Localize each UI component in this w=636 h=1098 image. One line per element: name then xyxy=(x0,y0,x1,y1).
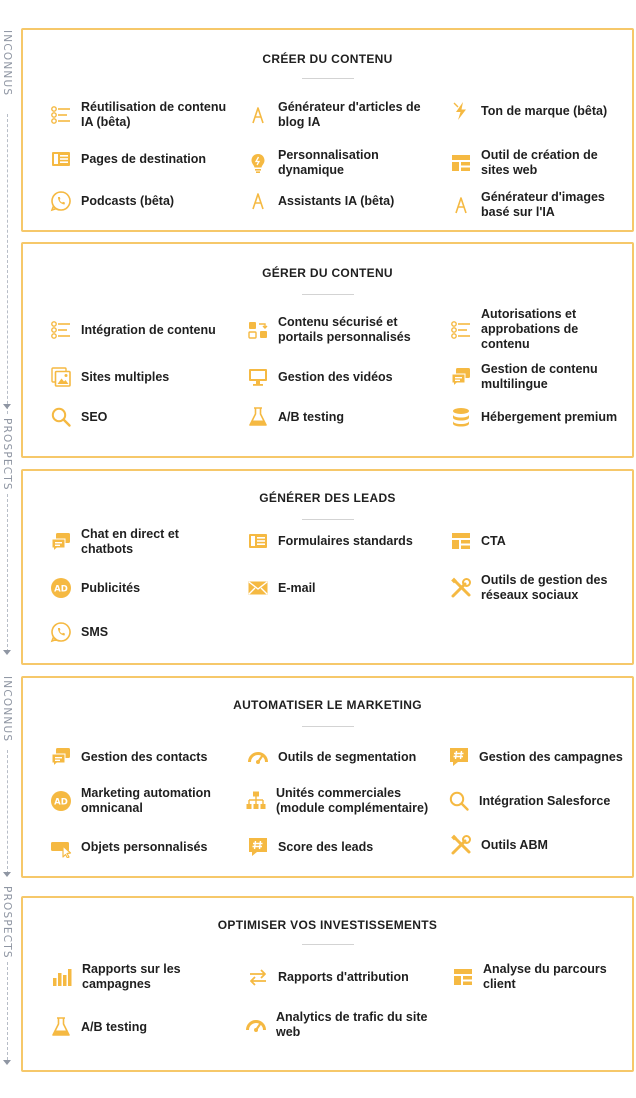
funnel-rail-1 xyxy=(0,30,14,418)
feature-label: Outils ABM xyxy=(481,837,548,852)
feature-item[interactable] xyxy=(450,190,605,220)
rail-dashed-line xyxy=(7,494,8,652)
portal-icon xyxy=(247,319,269,341)
feature-label: Sites multiples xyxy=(81,369,170,384)
feature-item[interactable] xyxy=(247,315,411,345)
tools-icon xyxy=(450,834,472,856)
feature-item[interactable] xyxy=(247,966,409,988)
text-a-icon xyxy=(247,104,269,126)
feature-item[interactable] xyxy=(50,148,206,170)
feature-item[interactable] xyxy=(448,746,623,768)
images-icon xyxy=(50,366,72,388)
feature-label: Intégration Salesforce xyxy=(479,793,611,808)
feature-label: Rapports sur les campagnes xyxy=(82,962,181,991)
rail-arrow-icon xyxy=(3,872,11,877)
feature-label: SEO xyxy=(81,409,108,424)
feature-label: Générateur d'images basé sur l'IA xyxy=(481,190,605,219)
feature-label: Pages de destination xyxy=(81,151,207,166)
layout-icon xyxy=(452,966,474,988)
page-icon xyxy=(247,530,269,552)
section-generer-des-leads xyxy=(21,469,634,665)
feature-label: Formulaires standards xyxy=(278,533,413,548)
feature-label: Analytics de trafic du site web xyxy=(276,1010,428,1039)
feature-item[interactable] xyxy=(50,1016,147,1038)
feature-label: Gestion des campagnes xyxy=(479,749,623,764)
rail-dashed-line xyxy=(7,750,8,874)
feature-item[interactable] xyxy=(50,786,211,816)
flask-icon xyxy=(247,406,269,428)
database-icon xyxy=(450,406,472,428)
ad-icon xyxy=(50,790,72,812)
rail-label: PROSPECTS xyxy=(1,418,13,491)
feature-item[interactable] xyxy=(247,530,413,552)
feature-item[interactable] xyxy=(51,962,181,992)
rail-dashed-line xyxy=(7,114,8,414)
section-creer-du-contenu xyxy=(21,28,634,232)
title-divider xyxy=(302,78,354,79)
flask-icon xyxy=(50,1016,72,1038)
feature-label: Outils de gestion des réseaux sociaux xyxy=(481,573,608,602)
feature-label: SMS xyxy=(81,624,109,639)
section-gerer-du-contenu xyxy=(21,242,634,458)
hierarchy-icon xyxy=(245,790,267,812)
hashtag-icon xyxy=(247,836,269,858)
feature-label: Outils de segmentation xyxy=(278,749,417,764)
feature-item[interactable] xyxy=(50,190,174,212)
svg-text:AD: AD xyxy=(54,797,68,808)
envelope-icon xyxy=(247,577,269,599)
layout-icon xyxy=(450,530,472,552)
rail-label: INCONNUS xyxy=(1,30,13,97)
text-a-icon xyxy=(450,194,472,216)
funnel-rail-2 xyxy=(0,418,14,658)
feature-label: Publicités xyxy=(81,580,141,595)
section-title: GÉNÉRER DES LEADS xyxy=(259,491,396,505)
feature-item[interactable] xyxy=(245,786,428,816)
feature-label: Assistants IA (bêta) xyxy=(278,193,395,208)
feature-label: Gestion des contacts xyxy=(81,749,208,764)
card-cursor-icon xyxy=(50,836,72,858)
lightning-icon xyxy=(450,100,472,122)
tools-icon xyxy=(450,577,472,599)
page-icon xyxy=(50,148,72,170)
feature-label: Autorisations et approbations de contenu xyxy=(481,307,579,351)
ad-icon xyxy=(50,577,72,599)
feature-label: Chat en direct et chatbots xyxy=(81,527,179,556)
rail-label: PROSPECTS xyxy=(1,886,13,959)
feature-item[interactable] xyxy=(247,190,394,212)
feature-label: Gestion des vidéos xyxy=(278,369,393,384)
list-icon xyxy=(50,104,72,126)
feature-label: Contenu sécurisé et portails personnalisés xyxy=(278,315,411,344)
feature-item[interactable] xyxy=(247,406,344,428)
section-title: GÉRER DU CONTENU xyxy=(262,266,393,280)
feature-item[interactable] xyxy=(50,577,140,599)
feature-item[interactable] xyxy=(247,836,373,858)
feature-label: Marketing automation omnicanal xyxy=(81,786,211,815)
section-title: OPTIMISER VOS INVESTISSEMENTS xyxy=(217,918,438,932)
feature-label: Score des leads xyxy=(278,839,374,854)
feature-item[interactable] xyxy=(452,962,607,992)
feature-label: Rapports d'attribution xyxy=(278,969,409,984)
feature-label: Intégration de contenu xyxy=(81,322,216,337)
feature-item[interactable] xyxy=(450,406,617,428)
feature-label: Générateur d'articles de blog IA xyxy=(278,100,421,129)
chat-icon xyxy=(50,531,72,553)
feature-item[interactable] xyxy=(50,836,207,858)
rail-label: INCONNUS xyxy=(1,676,13,743)
feature-item[interactable] xyxy=(448,790,610,812)
bar-chart-icon xyxy=(51,966,73,988)
gauge-icon xyxy=(247,746,269,768)
feature-item[interactable] xyxy=(247,746,416,768)
monitor-icon xyxy=(247,366,269,388)
section-title: AUTOMATISER LE MARKETING xyxy=(233,698,422,712)
layout-icon xyxy=(450,152,472,174)
title-divider xyxy=(302,294,354,295)
list-icon xyxy=(450,319,472,341)
search-icon xyxy=(448,790,470,812)
phone-chat-icon xyxy=(50,621,72,643)
feature-label: E-mail xyxy=(278,580,316,595)
feature-item[interactable] xyxy=(247,148,379,178)
feature-item[interactable] xyxy=(450,307,578,352)
section-automatiser-le-marketing xyxy=(21,676,634,878)
feature-item[interactable] xyxy=(247,366,393,388)
funnel-rail-4 xyxy=(0,886,14,1070)
feature-label: Unités commerciales (module complémentaire) xyxy=(276,786,429,815)
bulb-icon xyxy=(247,152,269,174)
feature-label: A/B testing xyxy=(81,1019,147,1034)
text-a-icon xyxy=(247,190,269,212)
feature-item[interactable] xyxy=(50,527,179,557)
feature-label: CTA xyxy=(481,533,506,548)
arrows-icon xyxy=(247,966,269,988)
funnel-rail-3 xyxy=(0,676,14,884)
chat-icon xyxy=(450,366,472,388)
feature-label: Podcasts (bêta) xyxy=(81,193,175,208)
feature-item[interactable] xyxy=(450,100,607,122)
feature-item[interactable] xyxy=(50,100,226,130)
section-title: CRÉER DU CONTENU xyxy=(262,52,393,66)
feature-item[interactable] xyxy=(247,577,316,599)
rail-arrow-icon xyxy=(3,650,11,655)
feature-item[interactable] xyxy=(450,834,548,856)
feature-item[interactable] xyxy=(50,319,216,341)
phone-chat-icon xyxy=(50,190,72,212)
feature-label: Personnalisation dynamique xyxy=(278,148,379,177)
feature-item[interactable] xyxy=(450,148,598,178)
feature-item[interactable] xyxy=(245,1010,427,1040)
chat-icon xyxy=(50,746,72,768)
rail-dashed-line xyxy=(7,962,8,1060)
feature-item[interactable] xyxy=(50,366,169,388)
feature-label: Ton de marque (bêta) xyxy=(481,103,608,118)
feature-label: Gestion de contenu multilingue xyxy=(481,362,598,391)
title-divider xyxy=(302,944,354,945)
hashtag-icon xyxy=(448,746,470,768)
feature-item[interactable] xyxy=(247,100,421,130)
feature-label: Analyse du parcours client xyxy=(483,962,607,991)
rail-arrow-icon xyxy=(3,404,11,409)
feature-label: A/B testing xyxy=(278,409,344,424)
feature-label: Réutilisation de contenu IA (bêta) xyxy=(81,100,227,129)
feature-item[interactable] xyxy=(50,621,108,643)
feature-item[interactable] xyxy=(50,746,207,768)
feature-item[interactable] xyxy=(450,573,607,603)
title-divider xyxy=(302,519,354,520)
list-icon xyxy=(50,319,72,341)
gauge-icon xyxy=(245,1014,267,1036)
section-optimiser-vos-investissements xyxy=(21,896,634,1072)
rail-arrow-icon xyxy=(3,1060,11,1065)
feature-label: Outil de création de sites web xyxy=(481,148,598,177)
svg-text:AD: AD xyxy=(54,584,68,595)
feature-item[interactable] xyxy=(50,406,107,428)
feature-label: Hébergement premium xyxy=(481,409,618,424)
feature-item[interactable] xyxy=(450,362,598,392)
search-icon xyxy=(50,406,72,428)
title-divider xyxy=(302,726,354,727)
feature-item[interactable] xyxy=(450,530,506,552)
feature-label: Objets personnalisés xyxy=(81,839,208,854)
